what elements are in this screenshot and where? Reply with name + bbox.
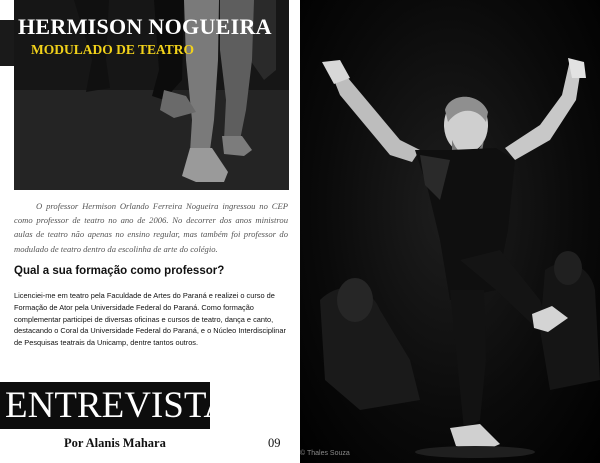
interview-question: Qual a sua formação como professor? bbox=[14, 265, 225, 277]
section-label: ENTREVISTA bbox=[5, 385, 231, 426]
author-byline: Por Alanis Mahara bbox=[64, 436, 166, 450]
dancer-photo-art bbox=[300, 0, 600, 463]
page-subtitle: MODULADO DE TEATRO bbox=[31, 42, 195, 57]
title-accent-bar bbox=[0, 20, 14, 66]
interview-answer: Licenciei-me em teatro pela Faculdade de Artes do Paraná e realizei o curso de Formação de Ator pela Universidade Federal do Paraná. Como formação complementar participei de diversas oficinas e cursos de teatro, dança e canto, destacando o Coral da Universidade Federal do Paraná, e o Núcleo Interdisciplinar de Pesquisas teatrais da Unicamp, dentre tantos outros. bbox=[14, 291, 286, 348]
page-title: HERMISON NOGUEIRA bbox=[18, 14, 272, 39]
page-number: 09 bbox=[268, 436, 281, 450]
intro-paragraph: O professor Hermison Orlando Ferreira Nogueira ingressou no CEP como professor de teatro no ano de 2006. No decorrer dos anos ministrou aulas de teatro não apenas no ensino regular, mas também foi professor do modulado de teatro dentro da escolinha de arte do colégio. bbox=[14, 201, 288, 254]
photo-credit: © Thales Souza bbox=[300, 450, 350, 457]
dancer-photo bbox=[300, 0, 600, 463]
